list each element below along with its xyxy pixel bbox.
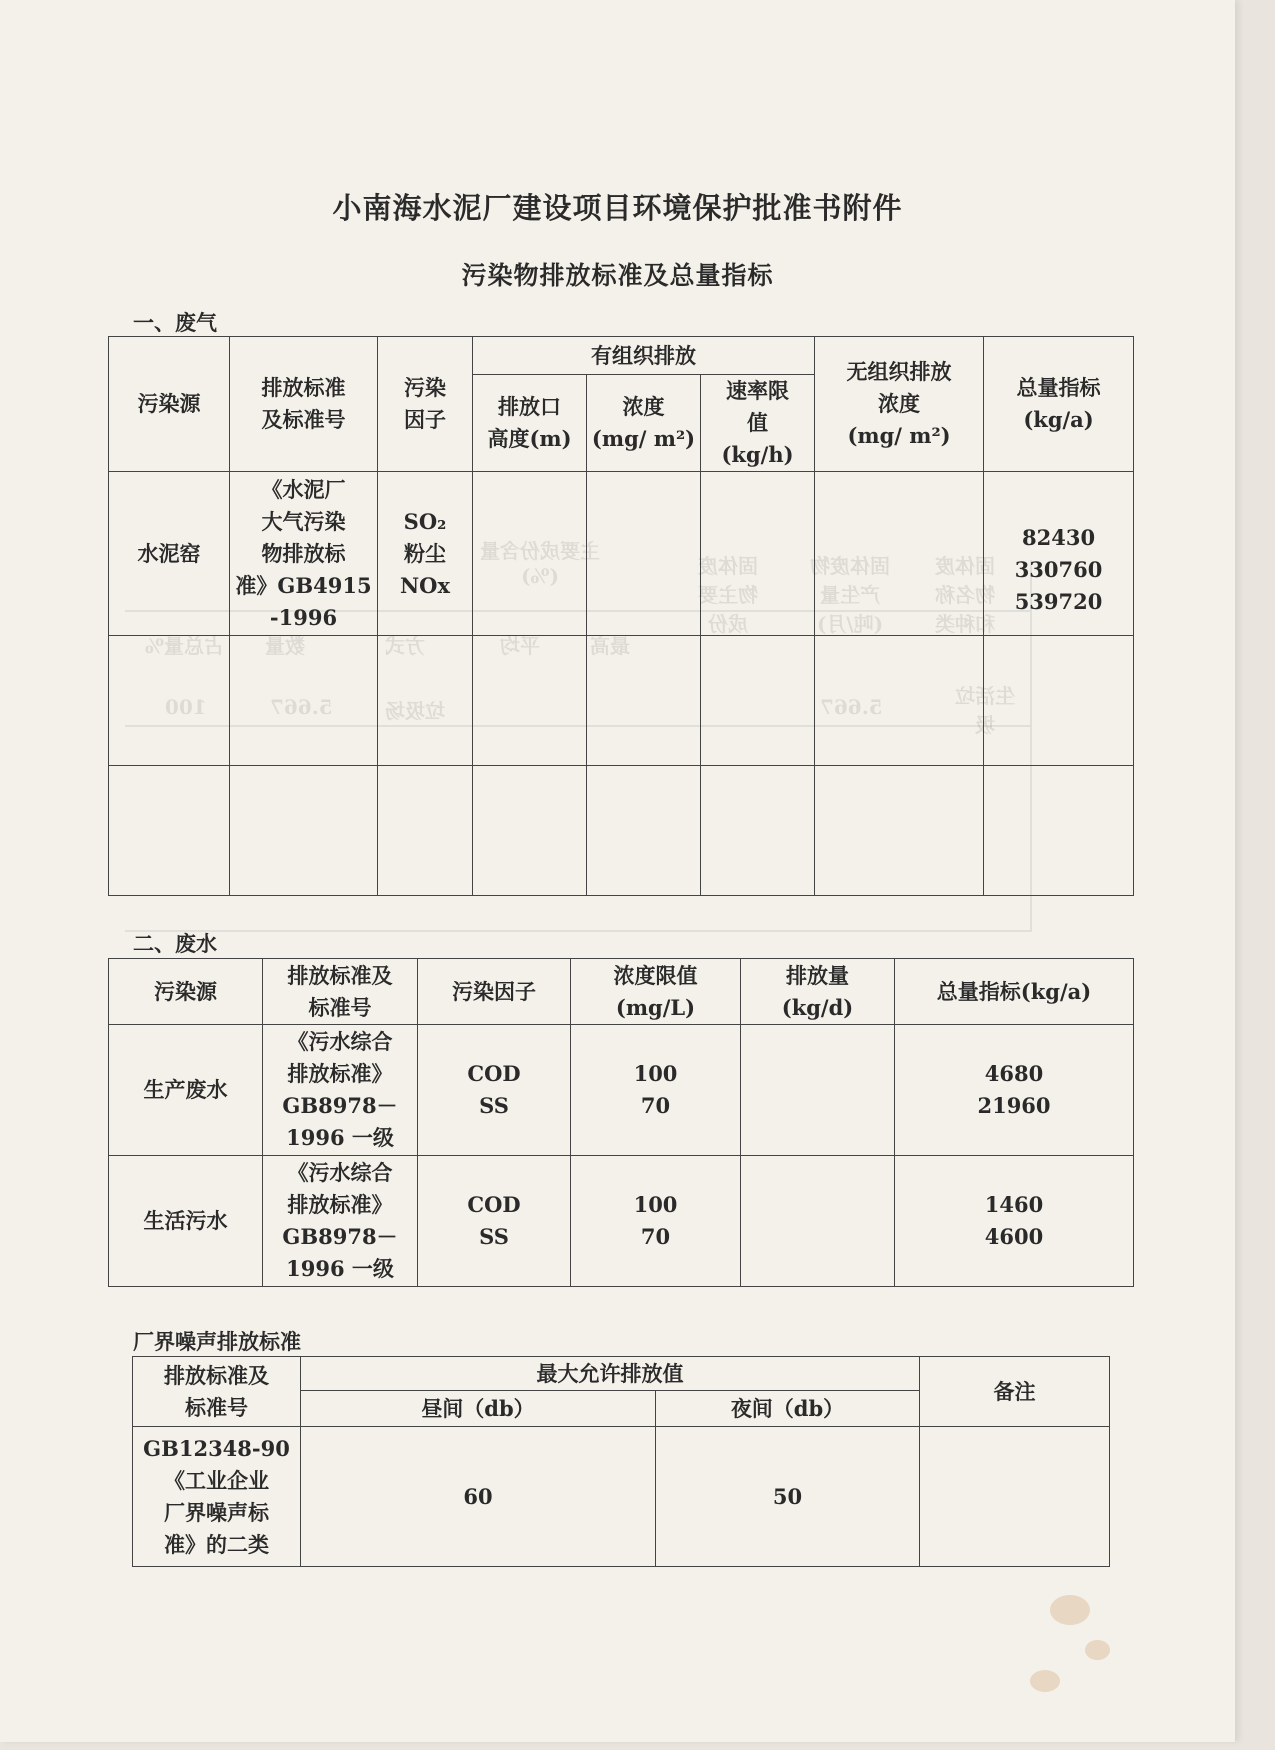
- noise-standard-cell: GB12348-90 《工业企业 厂界噪声标 准》的二类: [133, 1427, 301, 1567]
- water-standard-cell: 《污水综合 排放标准》 GB8978－ 1996 一级: [263, 1025, 418, 1156]
- noise-remark-cell: [920, 1427, 1110, 1567]
- empty-cell: [701, 766, 815, 896]
- empty-cell: [701, 636, 815, 766]
- empty-cell: [587, 636, 701, 766]
- show-through-text: 固体废物 产生量 (吨/月): [810, 554, 890, 636]
- empty-cell: [109, 766, 230, 896]
- air-concentration-cell: [587, 472, 701, 636]
- water-section-heading: 二、废水: [133, 931, 217, 956]
- noise-header-day: 昼间（db）: [301, 1391, 656, 1427]
- air-header-outlet-height: 排放口 高度(m): [473, 375, 587, 472]
- air-header-total: 总量指标 (kg/a): [984, 337, 1134, 472]
- show-through-text: 主要成份含量 (%): [480, 539, 600, 588]
- water-total-cell: 1460 4600: [895, 1156, 1134, 1287]
- empty-cell: [473, 766, 587, 896]
- empty-cell: [984, 766, 1134, 896]
- paper-stain: [1085, 1640, 1110, 1660]
- water-limit-cell: 100 70: [571, 1025, 741, 1156]
- table-row: [109, 1156, 1134, 1287]
- wastewater-table: [108, 958, 1134, 1287]
- empty-cell: [378, 636, 473, 766]
- show-through-text: 垃圾场: [385, 699, 445, 723]
- noise-night-cell: 50: [656, 1427, 920, 1567]
- water-factor-cell: COD SS: [418, 1025, 571, 1156]
- air-header-source: 污染源: [109, 337, 230, 472]
- water-header-standard: 排放标准及 标准号: [263, 959, 418, 1025]
- air-header-concentration: 浓度 (mg/ m²): [587, 375, 701, 472]
- show-through-text: 方式: [385, 634, 425, 658]
- air-section-heading: 一、废气: [133, 310, 217, 335]
- table-row: [109, 636, 1134, 766]
- water-header-source: 污染源: [109, 959, 263, 1025]
- noise-table: [132, 1356, 1110, 1567]
- air-source-cell: 水泥窑: [109, 472, 230, 636]
- air-header-standard: 排放标准 及标准号: [230, 337, 378, 472]
- air-header-unorganized: 无组织排放 浓度 (mg/ m²): [815, 337, 984, 472]
- air-header-rate: 速率限 值 (kg/h): [701, 375, 815, 472]
- empty-cell: [984, 636, 1134, 766]
- water-source-cell: 生活污水: [109, 1156, 263, 1287]
- noise-header-remark: 备注: [920, 1357, 1110, 1427]
- empty-cell: [815, 636, 984, 766]
- air-factor-cell: SO₂ 粉尘 NOx: [378, 472, 473, 636]
- document-title: 小南海水泥厂建设项目环境保护批准书附件: [332, 191, 903, 225]
- water-header-total: 总量指标(kg/a): [895, 959, 1134, 1025]
- show-through-text: 固体废 物名称 和种类: [935, 554, 995, 636]
- show-through-line: [125, 930, 1030, 932]
- air-emission-table: [108, 336, 1134, 896]
- water-limit-cell: 100 70: [571, 1156, 741, 1287]
- noise-header-max: 最大允许排放值: [301, 1357, 920, 1391]
- water-source-cell: 生产废水: [109, 1025, 263, 1156]
- paper-stain: [1050, 1595, 1090, 1625]
- water-header-factor: 污染因子: [418, 959, 571, 1025]
- show-through-text: 5.667: [820, 695, 883, 719]
- paper-stain: [1030, 1670, 1060, 1692]
- document-subtitle: 污染物排放标准及总量指标: [461, 261, 774, 290]
- empty-cell: [473, 636, 587, 766]
- show-through-text: 数量: [265, 634, 305, 658]
- noise-header-standard: 排放标准及 标准号: [133, 1357, 301, 1427]
- show-through-text: 5.667: [270, 695, 333, 719]
- empty-cell: [230, 766, 378, 896]
- show-through-text: 平均: [500, 634, 540, 658]
- noise-day-cell: 60: [301, 1427, 656, 1567]
- empty-cell: [109, 636, 230, 766]
- empty-cell: [587, 766, 701, 896]
- air-standard-cell: 《水泥厂 大气污染 物排放标 准》GB4915 -1996: [230, 472, 378, 636]
- table-row: [133, 1427, 1110, 1567]
- noise-section-heading: 厂界噪声排放标准: [133, 1329, 301, 1354]
- show-through-text: 生活垃 圾: [955, 684, 1015, 737]
- table-row: [109, 766, 1134, 896]
- air-total-cell: 82430 330760 539720: [984, 472, 1134, 636]
- water-total-cell: 4680 21960: [895, 1025, 1134, 1156]
- show-through-text: 占总量%: [145, 634, 225, 658]
- air-unorganized-cell: [815, 472, 984, 636]
- air-header-organized: 有组织排放: [473, 337, 815, 375]
- empty-cell: [378, 766, 473, 896]
- show-through-text: 最高: [590, 634, 630, 658]
- show-through-text: 固体废 物主要 成份: [698, 554, 758, 636]
- water-standard-cell: 《污水综合 排放标准》 GB8978－ 1996 一级: [263, 1156, 418, 1287]
- table-row: [109, 1025, 1134, 1156]
- empty-cell: [230, 636, 378, 766]
- water-header-limit: 浓度限值 (mg/L): [571, 959, 741, 1025]
- table-row: [109, 472, 1134, 636]
- water-discharge-cell: [741, 1156, 895, 1287]
- show-through-text: 100: [165, 695, 207, 719]
- water-header-discharge: 排放量 (kg/d): [741, 959, 895, 1025]
- empty-cell: [815, 766, 984, 896]
- air-rate-cell: [701, 472, 815, 636]
- air-header-factor: 污染 因子: [378, 337, 473, 472]
- air-outlet-height-cell: [473, 472, 587, 636]
- noise-header-night: 夜间（db）: [656, 1391, 920, 1427]
- water-factor-cell: COD SS: [418, 1156, 571, 1287]
- water-discharge-cell: [741, 1025, 895, 1156]
